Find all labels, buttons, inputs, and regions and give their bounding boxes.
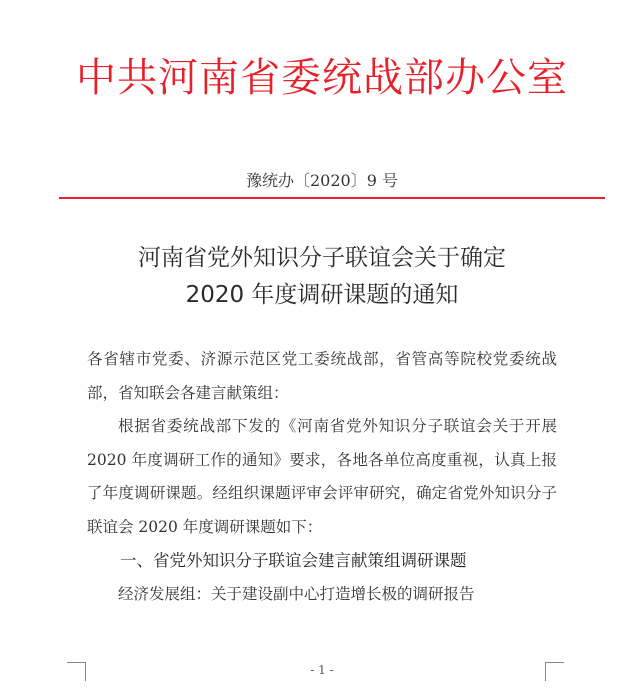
document-body xyxy=(87,343,557,611)
body-paragraph: 根据省委统战部下发的《河南省党外知识分子联谊会关于开展 2020 年度调研工作的通知》要求，各地各单位高度重视，认真上报了年度调研课题。经组织课题评审会评审研究，确定省党外知识分子联谊会 2020 年度调研课题如下： xyxy=(87,417,557,536)
document-title-line-2: 2020 年度调研课题的通知 xyxy=(185,282,459,308)
issuing-office-header: 中共河南省委统战部办公室 xyxy=(76,55,568,101)
addressee-paragraph: 各省辖市党委、济源示范区党工委统战部，省管高等院校党委统战部，省知联会各建言献策组： xyxy=(87,350,557,402)
document-title-line-1: 河南省党外知识分子联谊会关于确定 xyxy=(138,245,506,271)
page-number: - 1 - xyxy=(310,663,334,677)
red-divider-line xyxy=(59,197,605,199)
section-item: 经济发展组：关于建设副中心打造增长极的调研报告 xyxy=(118,584,475,603)
document-number: 豫统办〔2020〕9 号 xyxy=(246,171,398,190)
document-title xyxy=(0,240,644,314)
section-heading: 一、省党外知识分子联谊会建言献策组调研课题 xyxy=(120,551,467,570)
